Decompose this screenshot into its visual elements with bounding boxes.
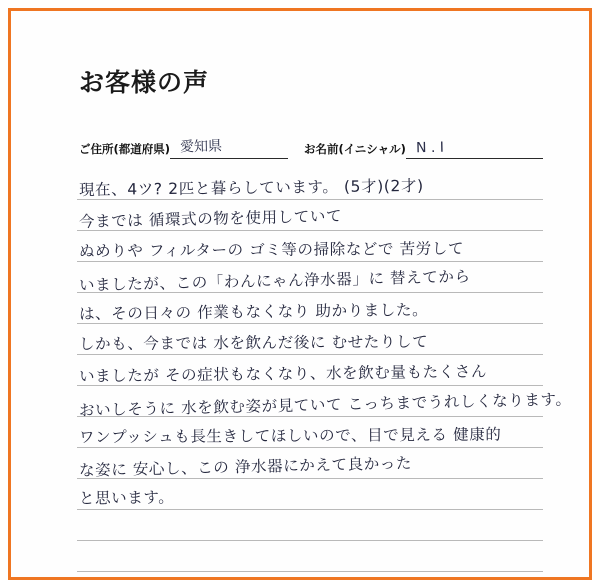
meta-row [79, 133, 543, 159]
questionnaire-sheet [11, 11, 589, 577]
address-label: ご住所(都道府県) [79, 142, 171, 156]
handwritten-text: いましたが その症状もなくなり、水を飲む量もたくさん [78, 362, 488, 385]
name-value: N . I [415, 139, 444, 157]
handwritten-line [77, 479, 543, 510]
orange-border-frame [8, 8, 592, 580]
handwritten-text: おいしそうに 水を飲む姿が見ていて こっちまでうれしくなります。 [78, 389, 572, 420]
handwritten-line [77, 231, 543, 262]
handwritten-line [77, 448, 543, 479]
handwritten-line-empty [77, 510, 543, 541]
handwritten-text: ワンプッシュも長生きしてほしいので、目で見える 健康的 [78, 425, 502, 446]
handwritten-text: と思います。 [78, 487, 175, 508]
handwritten-text: は、その日々の 作業もなくなり 助かりました。 [78, 300, 429, 323]
handwritten-text: しかも、今までは 水を飲んだ後に むせたりして [78, 332, 429, 353]
handwritten-line [77, 417, 543, 448]
handwritten-line [77, 324, 543, 355]
handwritten-line [77, 293, 543, 324]
handwritten-line-empty [77, 541, 543, 572]
handwritten-line [77, 169, 543, 200]
address-value: 愛知県 [179, 138, 223, 156]
page-title: お客様の声 [79, 68, 210, 97]
handwritten-line [77, 355, 543, 386]
handwritten-text: ぬめりや フィルターの ゴミ等の掃除などで 苦労して [78, 239, 465, 260]
handwritten-text: 今までは 循環式の物を使用していて [78, 206, 343, 231]
handwritten-line [77, 386, 572, 420]
name-field [406, 137, 543, 159]
name-label: お名前(イニシャル) [304, 142, 406, 156]
handwritten-line [77, 200, 543, 231]
address-field [170, 137, 288, 159]
handwritten-text: な姿に 安心し、この 浄水器にかえて良かった [78, 453, 413, 480]
handwritten-text: 現在、4ツ? 2匹と暮らしています。 (5才)(2才) [78, 176, 424, 199]
handwritten-text: いましたが、この「わんにゃん浄水器」に 替えてから [78, 267, 471, 294]
handwriting-area [77, 169, 572, 572]
handwritten-line [77, 262, 543, 293]
